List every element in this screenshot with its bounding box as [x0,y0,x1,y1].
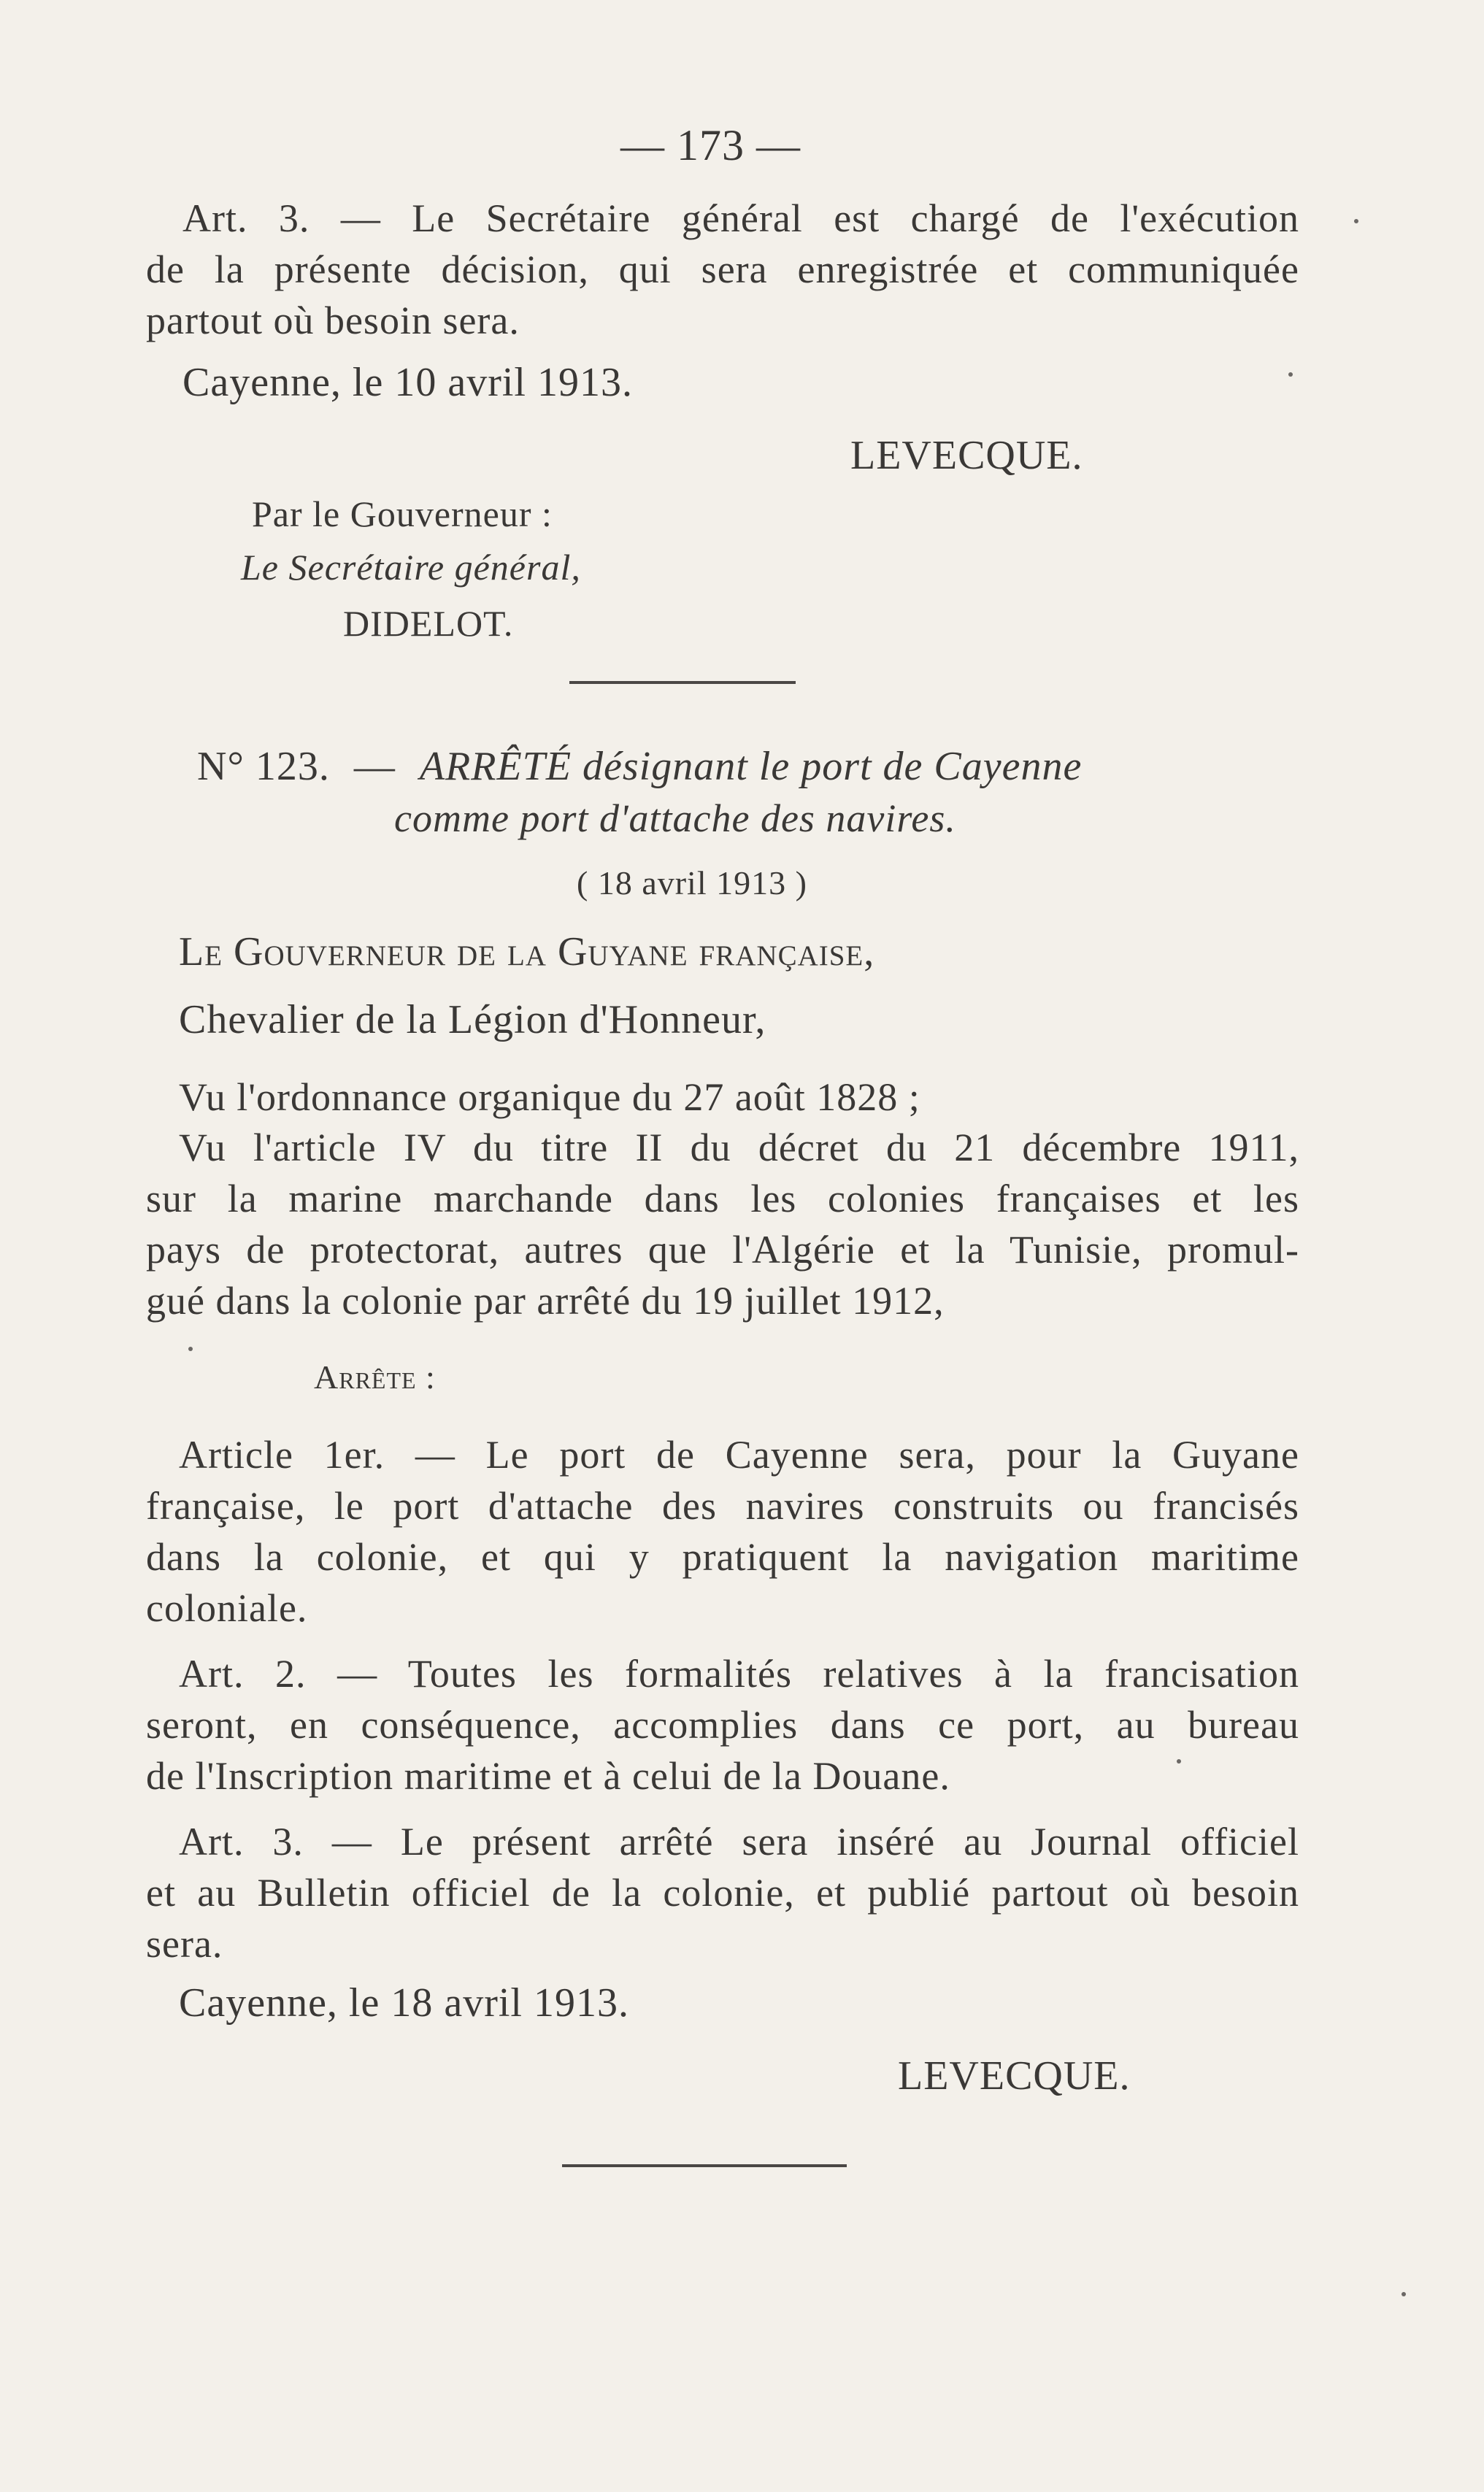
decision-par-gouverneur: Par le Gouverneur : [252,493,553,534]
arrete-art1-line3: dans la colonie, et qui y pratiquent la navigation maritime [146,1535,1299,1579]
arrete-number: N° 123. [197,744,330,789]
arrete-vu1: Vu l'ordonnance organique du 27 août 1828 ; [179,1075,920,1119]
arrete-art2-line2: seront, en conséquence, accomplies dans ce port, au bureau [146,1703,1299,1747]
paper-speck [1288,372,1293,377]
arrete-title-text: ARRÊTÉ désignant le port de Cayenne [419,744,1083,789]
arrete-heading: Arrête : [314,1358,436,1396]
decision-art3-line3: partout où besoin sera. [146,299,520,342]
arrete-chevalier-line: Chevalier de la Légion d'Honneur, [179,997,766,1042]
paper-speck [188,1347,193,1351]
decision-secretaire-name: DIDELOT. [343,603,514,644]
arrete-vu2-line2: sur la marine marchande dans les colonies françaises et les [146,1177,1299,1220]
arrete-vu2-line1: Vu l'article IV du titre II du décret du 21 décembre 1911, [179,1126,1299,1169]
separator-rule-bottom [562,2164,847,2167]
arrete-place-date: Cayenne, le 18 avril 1913. [179,1980,629,2026]
decision-art3-line1: Art. 3. — Le Secrétaire général est chargé de l'exécution [182,196,1299,240]
decision-secretaire: Le Secrétaire général, [241,547,581,588]
arrete-art1-line2: française, le port d'attache des navires construits ou francisés [146,1484,1299,1528]
arrete-signature: LEVECQUE. [898,2053,1131,2099]
decision-art3-line2: de la présente décision, qui sera enregistrée et communiquée [146,247,1299,291]
arrete-title-dash: — [353,744,396,789]
arrete-title-line1 [197,743,1082,790]
arrete-date: ( 18 avril 1913 ) [577,864,807,901]
paper-speck [1354,219,1358,223]
arrete-gouverneur-line: Le Gouverneur de la Guyane française, [179,929,875,974]
arrete-art1-line4: coloniale. [146,1586,308,1630]
arrete-art1-line1: Article 1er. — Le port de Cayenne sera, pour la Guyane [179,1433,1299,1477]
arrete-vu2-line4: gué dans la colonie par arrêté du 19 juillet 1912, [146,1279,945,1323]
arrete-title-line2: comme port d'attache des navires. [394,796,956,840]
page-number: — 173 — [620,121,801,169]
arrete-art3-line3: sera. [146,1922,223,1966]
arrete-vu2-line3: pays de protectorat, autres que l'Algérie et la Tunisie, promul- [146,1228,1299,1272]
arrete-art2-line3: de l'Inscription maritime et à celui de la Douane. [146,1754,950,1798]
arrete-art3-line2: et au Bulletin officiel de la colonie, et publié partout où besoin [146,1871,1299,1915]
separator-rule-top [569,681,796,684]
decision-signature: LEVECQUE. [850,433,1083,478]
arrete-art3-line1: Art. 3. — Le présent arrêté sera inséré au Journal officiel [179,1820,1299,1864]
arrete-art2-line1: Art. 2. — Toutes les formalités relatives à la francisation [179,1652,1299,1696]
paper-speck [1402,2292,1406,2296]
paper-speck [1177,1759,1181,1764]
decision-place-date: Cayenne, le 10 avril 1913. [182,360,633,405]
